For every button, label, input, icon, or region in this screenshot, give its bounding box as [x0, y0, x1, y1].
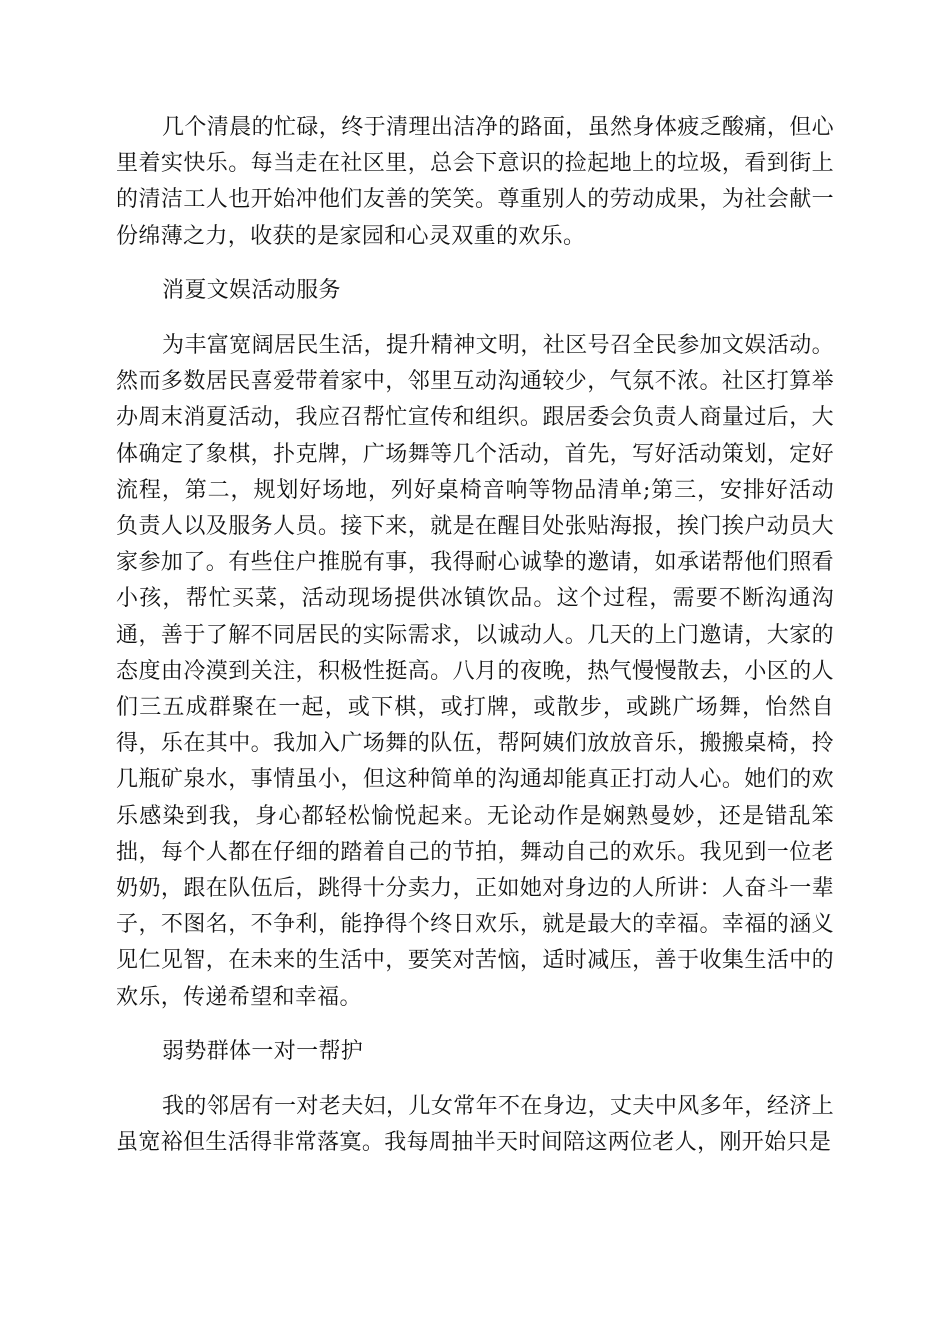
section-heading-summer-activities: 消夏文娱活动服务	[162, 278, 341, 304]
document-body	[116, 110, 834, 1180]
paragraph-summer-activities: 为丰富宽阔居民生活，提升精神文明，社区号召全民参加文娱活动。然而多数居民喜爱带着家中，邻里互动沟通较少，气氛不浓。社区打算举办周末消夏活动，我应召帮忙宣传和组织。跟居委会负责人商量过后，大体确定了象棋，扑克牌，广场舞等几个活动，首先，写好活动策划，定好流程，第二，规划好场地，列好桌椅音响等物品清单;第三，安排好活动负责人以及服务人员。接下来，就是在醒目处张贴海报，挨门挨户动员大家参加了。有些住户推脱有事，我得耐心诚挚的邀请，如承诺帮他们照看小孩，帮忙买菜，活动现场提供冰镇饮品。这个过程，需要不断沟通沟通，善于了解不同居民的实际需求，以诚动人。几天的上门邀请，大家的态度由冷漠到关注，积极性挺高。八月的夜晚，热气慢慢散去，小区的人们三五成群聚在一起，或下棋，或打牌，或散步，或跳广场舞，怡然自得，乐在其中。我加入广场舞的队伍，帮阿姨们放放音乐，搬搬桌椅，拎几瓶矿泉水，事情虽小，但这种简单的沟通却能真正打动人心。她们的欢乐感染到我，身心都轻松愉悦起来。无论动作是娴熟曼妙，还是错乱笨拙，每个人都在仔细的踏着自己的节拍，舞动自己的欢乐。我见到一位老奶奶，跟在队伍后，跳得十分卖力，正如她对身边的人所讲：人奋斗一辈子，不图名，不争利，能挣得个终日欢乐，就是最大的幸福。幸福的涵义见仁见智，在未来的生活中，要笑对苦恼，适时减压，善于收集生活中的欢乐，传递希望和幸福。	[116, 333, 834, 1010]
section-heading-vulnerable-groups: 弱势群体一对一帮护	[162, 1039, 364, 1065]
paragraph-cleanup: 几个清晨的忙碌，终于清理出洁净的路面，虽然身体疲乏酸痛，但心里着实快乐。每当走在社区里，总会下意识的捡起地上的垃圾，看到街上的清洁工人也开始冲他们友善的笑笑。尊重别人的劳动成果，为社会献一份绵薄之力，收获的是家园和心灵双重的欢乐。	[116, 115, 834, 249]
paragraph-elderly-neighbors: 我的邻居有一对老夫妇，儿女常年不在身边，丈夫中风多年，经济上虽宽裕但生活得非常落寞。我每周抽半天时间陪这两位老人，刚开始只是	[116, 1094, 834, 1156]
